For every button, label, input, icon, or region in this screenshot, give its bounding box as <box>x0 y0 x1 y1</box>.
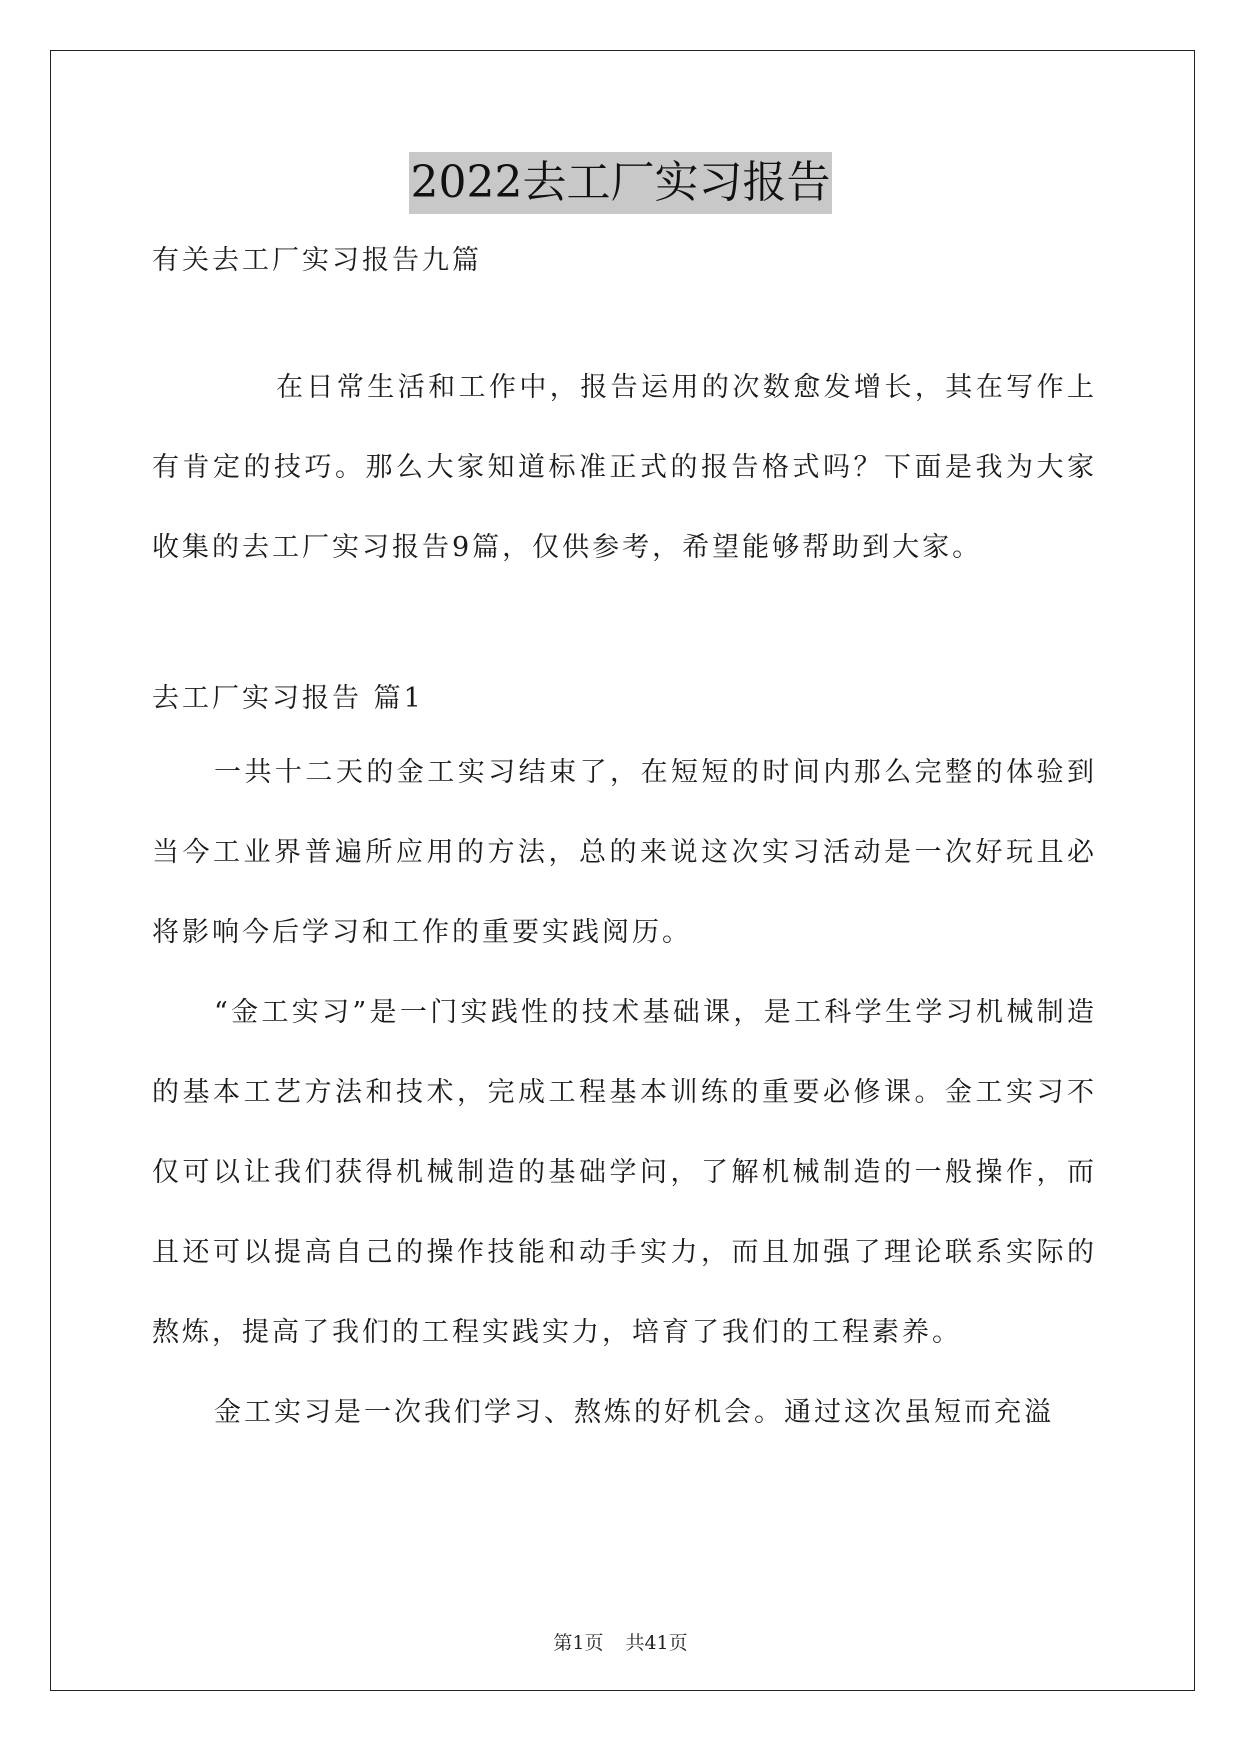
page-footer <box>0 1628 1241 1655</box>
document-title: 2022去工厂实习报告 <box>409 152 833 214</box>
intro-section <box>152 348 1097 588</box>
body-paragraph-3: 金工实习是一次我们学习、熬炼的好机会。通过这次虽短而充溢 <box>214 1397 1054 1428</box>
body-paragraph-2: “金工实习”是一门实践性的技术基础课，是工科学生学习机械制造的基本工艺方法和技术，完成工程基本训练的重要必修课。金工实习不仅可以让我们获得机械制造的基础学问，了解机械制造的一般操作，而且还可以提高自己的操作技能和动手实力，而且加强了理论联系实际的熬炼，提高了我们的工程实践实力，培育了我们的工程素养。 <box>152 997 1097 1348</box>
body-paragraph-1: 一共十二天的金工实习结束了，在短短的时间内那么完整的体验到当今工业界普遍所应用的方法，总的来说这次实习活动是一次好玩且必将影响今后学习和工作的重要实践阅历。 <box>152 757 1097 948</box>
intro-paragraph: 在日常生活和工作中，报告运用的次数愈发增长，其在写作上有肯定的技巧。那么大家知道标准正式的报告格式吗？下面是我为大家收集的去工厂实习报告9篇，仅供参考，希望能够帮助到大家。 <box>152 372 1097 563</box>
document-subtitle: 有关去工厂实习报告九篇 <box>152 245 482 276</box>
title-container <box>0 152 1241 214</box>
section-heading: 去工厂实习报告 篇1 <box>152 683 424 714</box>
page-number: 第1页 <box>553 1632 604 1654</box>
body-section <box>152 733 1097 1453</box>
page-total: 共41页 <box>625 1632 688 1654</box>
